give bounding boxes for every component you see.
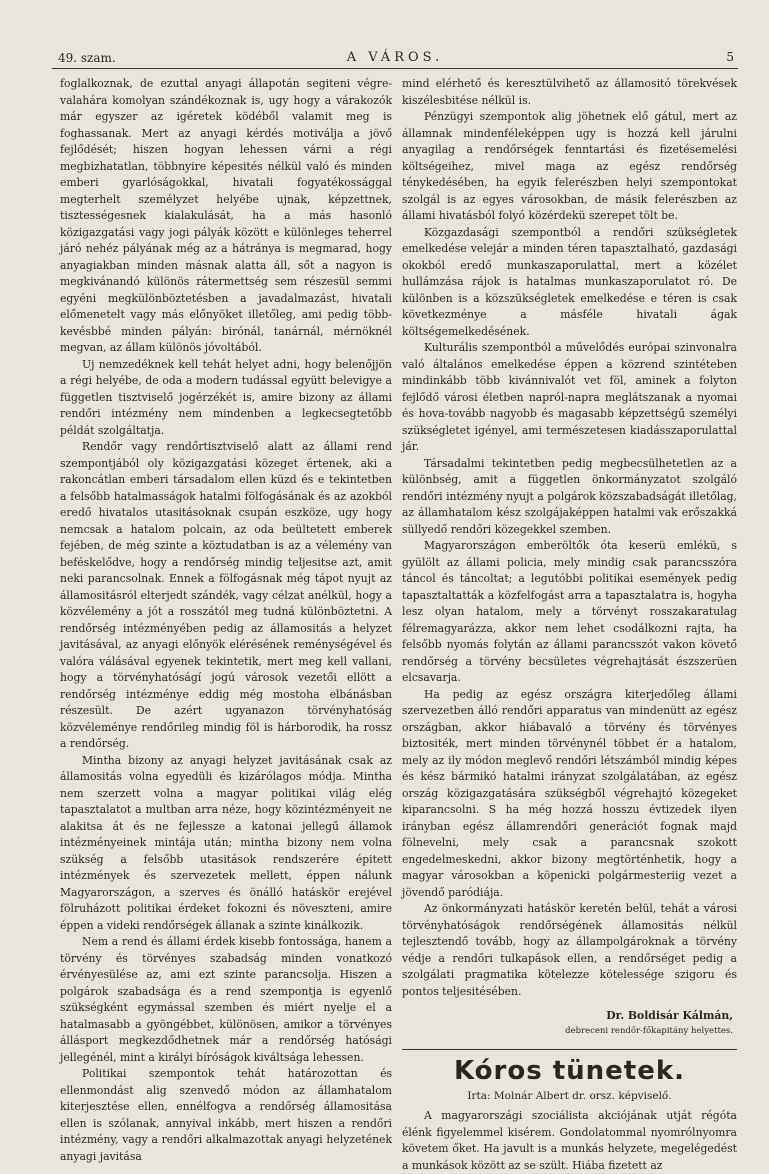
paragraph: Pénzügyi szempontok alig jöhetnek elő gátul, mert az államnak mindenféleképpen ugy is hozzá kell járulni anyagilag a rendőrségek fenntartási és fizetésemelési költségeihez, mivel maga az egész rendőrség ténykedésében, ha egyik felerészben helyi szempontokat szolgál is az egyes városokban, de másik felerészben az állami hivatásból folyó közérdekü szerepet tölt be.	[402, 110, 737, 222]
paragraph: Ha pedig az egész országra kiterjedőleg állami szervezetben álló rendőri apparatus van mindenütt az egész országban, akkor hiábavaló a törvény és törvényes biztositék, mert minden törvénynél többet ér a hatalom, mely az ily módon meglevő rendőri létszámból mindig képes és kész bármikó hatalmi irányzat szolgálatában, az egész ország közigazgatására szükségből végrehajtó közegeket kiparancsolni. S ha még hozzá hosszu évtizedek ilyen irányban egész államrendőri generációt fognak majd fölnevelni, mely csak a parancsnak szokott engedelmeskedni, akkor bizony megtörténhetik, hogy a magyar városokban a köpenicki polgármesteriig vezet a jövendő paródiája.	[402, 687, 737, 899]
paragraph: Uj nemzedéknek kell tehát helyet adni, hogy belenőjjön a régi helyébe, de oda a modern tudással együtt belevigye a független tisztviselő jogérzékét is, amire bizony az állami rendőri intézmény nem mindenben a legkecsegtetőbb példát szolgáltatja.	[60, 357, 392, 437]
paragraph: Politikai szempontok tehát határozottan és ellenmondást alig szenvedő módon az államhatalom kiterjesztése ellen, ennélfogva a rendőrség államositása ellen is szólanak, annyival inkább, mert hiszen a rendőri intézmény, vagy a rendőri alkalmazottak anyagi helyzetének anyagi javitása	[60, 1067, 392, 1163]
paragraph: A magyarországi szociálista akciójának utját régóta élénk figyelemmel kisérem. Gondolatommal nyomrólnyomra követem őket. Ha javult is a munkás helyzete, megelégedést a munkások között az se szült. Hiába fizetett az	[402, 1109, 737, 1172]
paragraph: Mintha bizony az anyagi helyzet javitásának csak az államositás volna egyedüli és kizárólagos módja. Mintha nem szerzett volna a magyar politikai világ elég tapasztalatot a multban arra néze, hogy közintézményeit ne alakitsa át és ne fejlessze a katonai jellegű államok intézményeinek mintája után; mintha bizony nem volna szükség a felsőbb utasitások rendszerére épitett intézmények és szervezetek mellett, éppen nálunk Magyarországon, a szerves és önálló hatáskör erejével fölruházott politikai érdeket fokozni és növeszteni, amire éppen a videki rendőrségek állanak a szinte kinálkozik.	[60, 753, 392, 932]
page-number: 5	[726, 50, 734, 64]
article-title: Kóros tünetek.	[453, 1055, 686, 1086]
paragraph: Rendőr vagy rendőrtisztviselő alatt az állami rend szempontjából oly közigazgatási közeget értenek, aki a rakoncátlan emberi társadalom ellen küzd és e tekintetben a felsőbb hatalmasságok hatalmi fölfogásának és az azokból eredő hivatalos utasitásoknak csupán eszköze, ugy hogy nemcsak a hatalom polcain, az oda beültetett emberek fejében, de még szinte a köztudatban is az a vélemény van beféskelődve, hogy a rendőrség mindig teljesitse azt, amit neki parancsolnak. Ennek a fölfogásnak még tápot nyujt az államositásról elterjedt szándék, vagy célzat anélkül, hogy a közvélemény a jót a rosszától meg tudná különböztetni. A rendőrség intézményében pedig az államositás a helyzet javitásával, az anyagi előnyök elérésének reménységével és valóra válásával egyenek tekintetik, mert meg kell vallani, hogy a törvényhatóságí jogú városok vezetői ellött a rendőrség intézménye eddig még mostoha elbánásban részesült. De azért ugyanazon törvényhatóság közvéleménye rendőrileg mindig föl is hárborodik, ha rossz a rendőrség.	[60, 440, 392, 750]
paragraph: foglalkoznak, de ezuttal anyagi állapotán segiteni végre-valahára komolyan szándékoznak is, ugy hogy a várakozók már egyszer az igéretek ködéből valamit meg is foghassanak. Mert az anyagi kérdés motiválja a jövő fejlődését; hiszen hogyan lehessen várni a régi megbizhatatlan, többnyire képesités nélkül való és minden emberi gyarlóságokkal, hivatali fogyatékossággal megterhelt személyzet helyébe ujnak, képzettnek, tisztességesnek kialakulását, ha a más hasonló közigazgatási vagy jogi pályák között e különleges teherrel járó nehéz pályának még az a hátránya is megmarad, hogy anyagiakban minden másnak alatta áll, sőt a nagyon is megkivánandó különös rátermettség sem részesül semmi egyéni megkülönböztetésben a javadalmazást, hivatali előmenetelt vagy más előnyöket illetőleg, ami pedig több-kevésbbé minden pályán: birónál, tanárnál, mérnöknél megvan, az állam különös jóvoltából.	[60, 77, 392, 354]
paragraph: Közgazdasági szempontból a rendőri szükségletek emelkedése velejár a minden téren tapasztalható, gazdasági okokból eredő munkaszaporulattal, mert a közélet hullámzása rájok is hatalmas munkaszaporulatot ró. De különben is a közszükségletek emelkedése e téren is csak következménye a másféle hivatali ágak költségemelkedésének.	[402, 225, 737, 338]
publication-title: A VÁROS.	[346, 50, 444, 65]
paragraph: Társadalmi tekintetben pedig megbecsülhetetlen az a különbség, amit a független önkormányzatot szolgáló rendőri intézmény nyujt a polgárok közszabadságát illetőlag, az államhatalom kész szolgájaképpen hatalmi vak erőszakká süllyedő rendőri közegekkel szemben.	[402, 456, 737, 536]
paragraph: Az önkormányzati hatáskör keretén belül, tehát a városi törvényhatóságok rendőrségének államositás nélkül tejlesztendő tovább, hogy az állampolgároknak a törvény védje a rendőri tulkapások ellen, a rendőrséget pedig a szolgálati pragmatika kötelezze kötelessége szigoru és pontos teljesitésében.	[402, 902, 737, 998]
paragraph: Magyarországon emberöltők óta keserü emlékü, s gyülölt az állami policia, mely mindig csak parancsszóra táncol és táncoltat; a legutóbbi politikai események pedig tapasztaltatták a közfelfogást arra a tapasztalatra is, hogyha lesz olyan hatalom, mely a törvényt rosszakaratulag félremagyarázza, akkor nem lehet csodálkozni rajta, ha felsőbb nyomás folytán az állami parancsszót vakon követő rendőrség a törvény becsületes végrehajtását észszerüen elcsavarja.	[402, 539, 737, 684]
article-byline: Irta: Molnár Albert dr. orsz. képviselő.	[467, 1089, 672, 1102]
page-header	[52, 48, 738, 69]
paragraph: mind elérhető és keresztülvihető az államositó törekvések kiszélesbitése nélkül is.	[402, 77, 737, 107]
author-title: debreceni rendőr-főkapitány helyettes.	[565, 1025, 733, 1036]
right-column	[402, 76, 737, 1174]
issue-number: 49. szam.	[58, 51, 116, 65]
article-separator	[402, 1049, 737, 1050]
left-column	[60, 76, 392, 1165]
paragraph: Kulturális szempontból a művelődés európai szinvonalra való általános emelkedése éppen a közrend szintéteben mindinkább több kivánnivalót vet föl, aminek a folyton fejlődő városi életben napról-napra meglátszanak a nyomai és hova-tovább nagyobb és magasabb képzettségű személyi szükségletet igényel, ami természetesen kiadásszaporulattal jár.	[402, 341, 737, 453]
paragraph: Nem a rend és állami érdek kisebb fontossága, hanem a törvény és törvényes szabadság minden vonatkozó érvényesülése az, ami ezt szinte parancsolja. Hiszen a polgárok szabadsága és a rend szempontja is egyenlő szükségként egymással szemben és miért nyelje el a hatalmasabb a gyöngébbet, különösen, amikor a törvényes állásport megkezdődhetnek már a rendőrség hatósági jellegénél, mint a királyi bíróságok kiváltsága lehessen.	[60, 935, 392, 1064]
author-signature: Dr. Boldisár Kálmán,	[606, 1009, 733, 1022]
